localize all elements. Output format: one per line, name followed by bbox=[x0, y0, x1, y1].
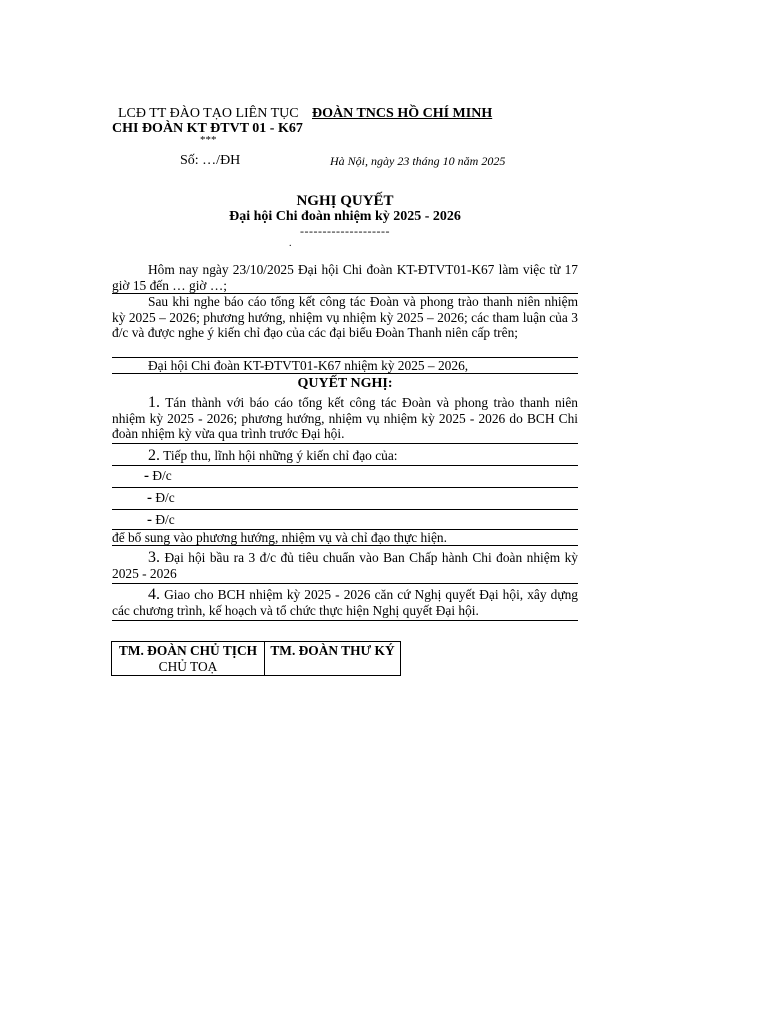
secretary-signature-cell bbox=[265, 642, 401, 676]
report-paragraph: Sau khi nghe báo cáo tổng kết công tác Đoàn và phong trào thanh niên nhiệm kỳ 2025 – 2026; phương hướng, nhiệm vụ nhiệm kỳ 2025 – 2026; các tham luận của 3 đ/c và được nghe ý kiến chỉ đạo của các đại biểu Đoàn Thanh niên cấp trên; bbox=[112, 294, 578, 341]
item-number: 2. bbox=[148, 447, 160, 464]
document-number: Số: …/ĐH bbox=[180, 153, 241, 168]
item-text: Giao cho BCH nhiệm kỳ 2025 - 2026 căn cứ Nghị quyết Đại hội, xây dựng các chương trình, kế hoạch và tổ chức thực hiện Nghị quyết Đại hội. bbox=[112, 587, 578, 618]
issuing-organization: LCĐ TT ĐÀO TẠO LIÊN TỤC bbox=[118, 106, 299, 121]
item-text: Tán thành với báo cáo tổng kết công tác Đoàn và phong trào thanh niên nhiệm kỳ 2025 - 2026; phương hướng, nhiệm vụ nhiệm kỳ 2025 - 2026 do BCH Chi đoàn nhiệm kỳ vừa qua trình trước Đại hội. bbox=[112, 395, 578, 442]
paragraph-rule bbox=[112, 583, 578, 584]
item-number: 4. bbox=[148, 586, 160, 603]
paragraph-rule bbox=[112, 509, 578, 510]
title-separator: -------------------- bbox=[300, 224, 390, 238]
delegate-line-1: - Đ/c bbox=[144, 468, 172, 484]
paragraph-rule bbox=[112, 443, 578, 444]
opening-paragraph: Hôm nay ngày 23/10/2025 Đại hội Chi đoàn KT-ĐTVT01-K67 làm việc từ 17 giờ 15 đến … giờ …; bbox=[112, 262, 578, 293]
resolution-item-1 bbox=[112, 395, 578, 442]
secretary-title: TM. ĐOÀN THƯ KÝ bbox=[270, 643, 395, 658]
item-number: 3. bbox=[148, 549, 160, 566]
paragraph-rule bbox=[112, 373, 578, 374]
document-date: Hà Nội, ngày 23 tháng 10 năm 2025 bbox=[330, 154, 506, 168]
resolution-item-3 bbox=[112, 550, 578, 581]
resolution-item-2 bbox=[112, 448, 578, 464]
paragraph-rule bbox=[112, 487, 578, 488]
header-stars: *** bbox=[200, 134, 217, 146]
item-2-tail: để bổ sung vào phương hướng, nhiệm vụ và chỉ đạo thực hiện. bbox=[112, 530, 447, 545]
paragraph-rule bbox=[112, 620, 578, 621]
branch-name: CHI ĐOÀN KT ĐTVT 01 - K67 bbox=[112, 121, 303, 136]
item-number: 1. bbox=[148, 394, 160, 411]
stray-dot: . bbox=[289, 238, 292, 249]
presidium-title: TM. ĐOÀN CHỦ TỊCH bbox=[118, 643, 258, 658]
paragraph-rule bbox=[112, 545, 578, 546]
delegate-line-2: - Đ/c bbox=[147, 490, 175, 506]
congress-paragraph: Đại hội Chi đoàn KT-ĐTVT01-K67 nhiệm kỳ 2025 – 2026, bbox=[148, 358, 469, 373]
document-subtitle: Đại hội Chi đoàn nhiệm kỳ 2025 - 2026 bbox=[229, 209, 461, 224]
item-text: Tiếp thu, lĩnh hội những ý kiến chỉ đạo của: bbox=[163, 448, 398, 463]
resolution-heading: QUYẾT NGHỊ: bbox=[297, 376, 393, 391]
presidium-subtitle: CHỦ TOẠ bbox=[158, 659, 218, 674]
paragraph-rule bbox=[112, 465, 578, 466]
item-text: Đại hội bầu ra 3 đ/c đủ tiêu chuẩn vào Ban Chấp hành Chi đoàn nhiệm kỳ 2025 - 2026 bbox=[112, 550, 578, 581]
signature-table bbox=[111, 641, 401, 676]
delegate-line-3: - Đ/c bbox=[147, 512, 175, 528]
presidium-signature-cell bbox=[112, 642, 265, 676]
document-title: NGHỊ QUYẾT bbox=[296, 193, 394, 209]
union-name: ĐOÀN TNCS HỒ CHÍ MINH bbox=[312, 106, 493, 121]
resolution-item-4 bbox=[112, 587, 578, 618]
